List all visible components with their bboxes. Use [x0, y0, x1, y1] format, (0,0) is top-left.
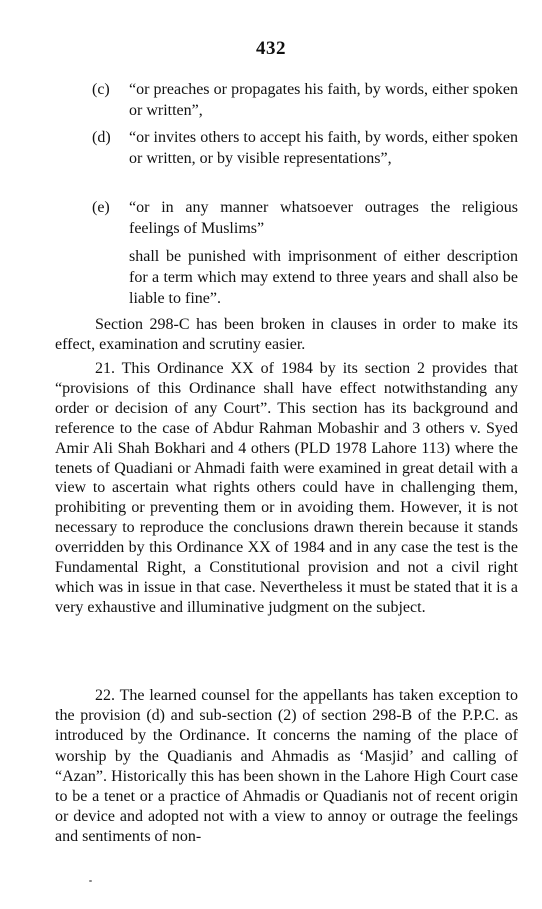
clause-text: “or invites others to accept his faith, by words, either spoken or written, or by visible representations”,: [129, 129, 518, 167]
clause-e: [92, 197, 518, 239]
clause-d: [92, 127, 518, 169]
scan-speck: [89, 880, 92, 882]
clause-label: (d): [92, 129, 111, 146]
paragraph-section-298c: Section 298-C has been broken in clauses in order to make its effect, examination and scrutiny easier.: [55, 316, 518, 353]
clause-label: (c): [92, 81, 110, 98]
paragraph-22: 22. The learned counsel for the appellants has taken exception to the provision (d) and sub-section (2) of section 298-B of the P.P.C. as introduced by the Ordinance. It concerns the naming of the place of worship by the Quadianis and Ahmadis as ‘Masjid’ and calling of “Azan”. Historically this has been shown in the Lahore High Court case to be a tenet or a practice of Ahmadis or Quadianis not of recent origin or device and adopted not with a view to annoy or outrage the feelings and sentiments of non-: [55, 687, 518, 846]
paragraph-21: 21. This Ordinance XX of 1984 by its section 2 provides that “provisions of this Ordinance shall have effect notwithstanding any order or decision of any Court”. This section has its background and reference to the case of Abdur Rahman Mobashir and 3 others v. Syed Amir Ali Shah Bokhari and 4 others (PLD 1978 Lahore 113) where the tenets of Quadiani or Ahmadi faith were examined in great detail with a view to ascertain what rights others could have in challenging them, prohibiting or preventing them or in avoiding them. However, it is not necessary to reproduce the conclusions drawn therein because it stands overridden by this Ordinance XX of 1984 and in any case the test is the Fundamental Right, a Constitutional provision and not a civil right which was in issue in that case. Nevertheless it must be stated that it is a very exhaustive and illuminative judgment on the subject.: [55, 360, 518, 616]
clause-penalty-text: shall be punished with imprisonment of either description for a term which may extend to three years and shall also be liable to fine”.: [129, 248, 518, 307]
clause-text: “or in any manner whatsoever outrages the religious feelings of Muslims”: [129, 199, 518, 237]
clause-text: “or preaches or propagates his faith, by words, either spoken or written”,: [129, 81, 518, 119]
clause-label: (e): [92, 199, 110, 216]
clause-c: [92, 79, 518, 121]
page-number: 432: [256, 38, 286, 59]
